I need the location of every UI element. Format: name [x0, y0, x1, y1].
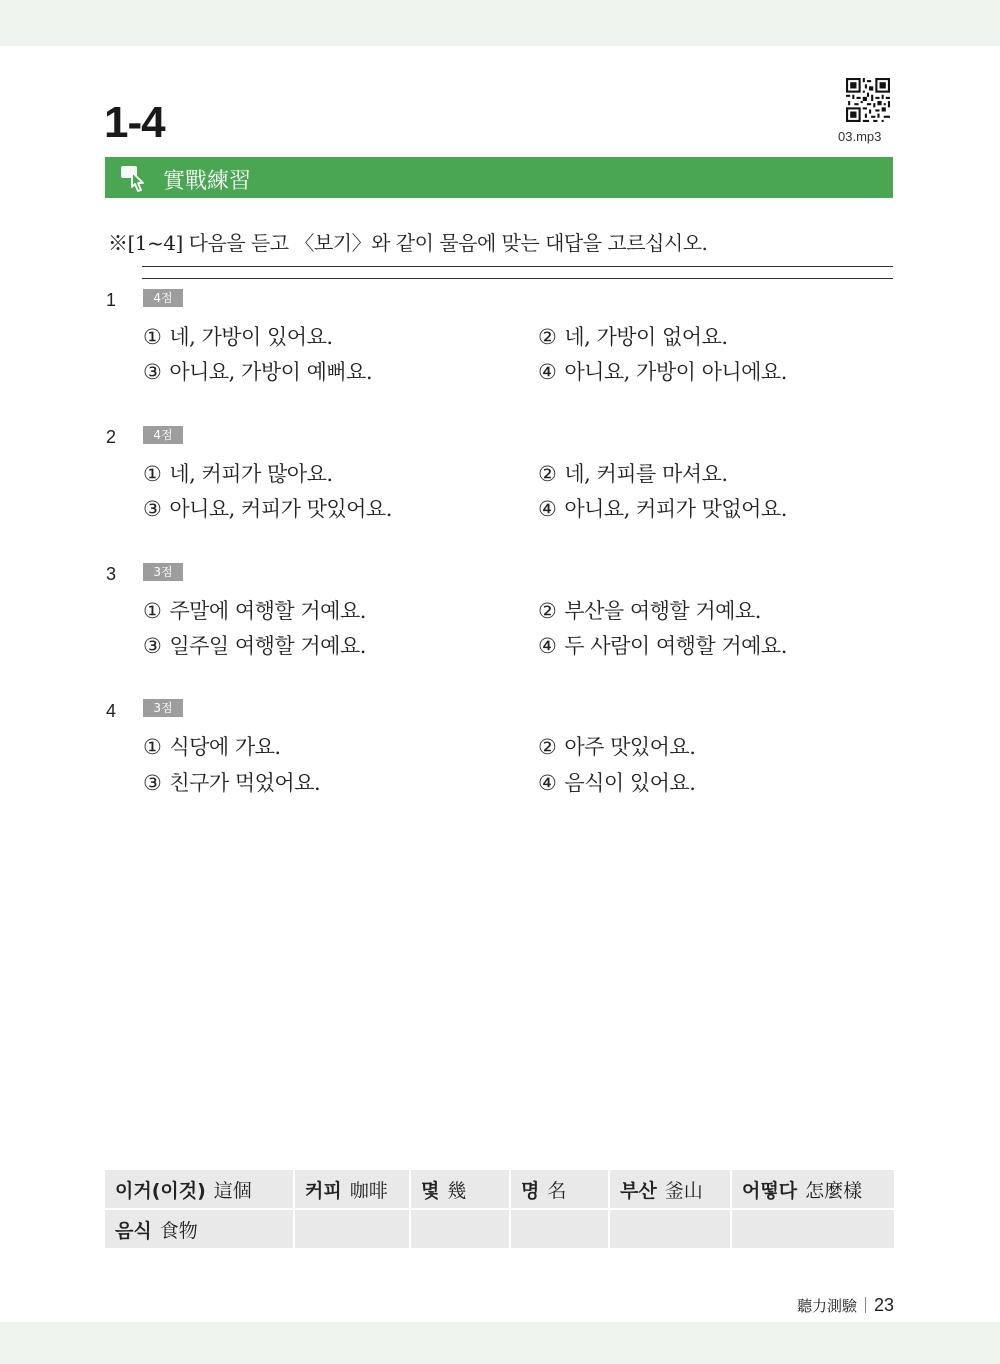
- option-text: 네, 커피가 많아요.: [169, 462, 333, 486]
- vocab-korean: 어떻다: [742, 1179, 798, 1202]
- option-text: 친구가 먹었어요.: [169, 771, 321, 795]
- option-text: 아니요, 가방이 아니에요.: [564, 360, 787, 384]
- vocab-cell: [510, 1170, 609, 1209]
- question-number: 4: [106, 701, 117, 721]
- option-text: 주말에 여행할 거예요.: [169, 599, 366, 623]
- option-1[interactable]: [143, 595, 366, 625]
- table-row: [105, 1170, 894, 1209]
- points-badge: 3점: [143, 563, 183, 581]
- vocab-chinese: 咖啡: [349, 1179, 388, 1202]
- option-text: 일주일 여행할 거예요.: [169, 634, 366, 658]
- option-text: 음식이 있어요.: [564, 771, 696, 795]
- option-text: 두 사람이 여행할 거예요.: [564, 634, 787, 658]
- vocab-korean: 음식: [115, 1219, 152, 1242]
- option-2[interactable]: [538, 595, 761, 625]
- option-4[interactable]: [538, 356, 787, 386]
- option-1[interactable]: [143, 458, 333, 488]
- vocab-chinese: 怎麼樣: [805, 1179, 863, 1202]
- option-marker: ②: [538, 325, 557, 349]
- vocab-chinese: 釜山: [664, 1179, 703, 1202]
- option-marker: ③: [143, 634, 162, 658]
- option-marker: ①: [143, 325, 162, 349]
- vocab-cell: [105, 1170, 294, 1209]
- vocab-cell: [410, 1170, 510, 1209]
- option-text: 네, 가방이 있어요.: [169, 325, 333, 349]
- option-3[interactable]: [143, 630, 366, 660]
- option-marker: ③: [143, 771, 162, 795]
- option-text: 아니요, 커피가 맛있어요.: [169, 497, 392, 521]
- option-marker: ②: [538, 735, 557, 759]
- vocab-chinese: 名: [547, 1179, 567, 1202]
- option-text: 아니요, 가방이 예뻐요.: [169, 360, 373, 384]
- option-text: 아주 맛있어요.: [564, 735, 696, 759]
- option-text: 네, 커피를 마셔요.: [564, 462, 728, 486]
- vocab-cell: [294, 1170, 410, 1209]
- option-marker: ④: [538, 771, 557, 795]
- option-text: 부산을 여행할 거예요.: [564, 599, 761, 623]
- points-badge: 4점: [143, 289, 183, 307]
- vocabulary-table: [105, 1170, 894, 1250]
- divider-line: [142, 266, 893, 267]
- audio-file-label: 03.mp3: [838, 129, 882, 144]
- option-3[interactable]: [143, 356, 372, 386]
- option-marker: ①: [143, 599, 162, 623]
- vocab-cell-empty: [609, 1209, 731, 1249]
- vocab-cell-empty: [510, 1209, 609, 1249]
- question-number: 1: [106, 290, 117, 310]
- page-footer: [797, 1295, 894, 1316]
- vocab-korean: 이거(이것): [115, 1179, 206, 1202]
- vocab-chinese: 幾: [447, 1179, 467, 1202]
- option-text: 네, 가방이 없어요.: [564, 325, 728, 349]
- option-marker: ④: [538, 497, 557, 521]
- option-4[interactable]: [538, 493, 787, 523]
- unit-title: 1-4: [104, 98, 165, 147]
- vocab-cell: [731, 1170, 894, 1209]
- vocab-cell: [105, 1209, 294, 1249]
- option-marker: ④: [538, 360, 557, 384]
- option-1[interactable]: [143, 731, 281, 761]
- bottom-band: [0, 1322, 1000, 1364]
- section-header-bar: [105, 157, 893, 198]
- option-4[interactable]: [538, 767, 695, 797]
- vocab-chinese: 這個: [213, 1179, 252, 1202]
- vocab-cell: [609, 1170, 731, 1209]
- option-marker: ①: [143, 735, 162, 759]
- vocab-korean: 커피: [305, 1179, 342, 1202]
- option-3[interactable]: [143, 767, 320, 797]
- top-band: [0, 0, 1000, 46]
- points-badge: 3점: [143, 699, 183, 717]
- vocab-chinese: 食物: [159, 1219, 198, 1242]
- question-number: 2: [106, 427, 117, 447]
- question-number: 3: [106, 564, 117, 584]
- option-4[interactable]: [538, 630, 787, 660]
- option-2[interactable]: [538, 458, 728, 488]
- pointing-hand-icon: [120, 163, 152, 193]
- vocab-korean: 부산: [620, 1179, 657, 1202]
- option-marker: ③: [143, 360, 162, 384]
- option-text: 아니요, 커피가 맛없어요.: [564, 497, 787, 521]
- vocab-korean: 명: [521, 1179, 540, 1202]
- option-marker: ③: [143, 497, 162, 521]
- option-1[interactable]: [143, 321, 333, 351]
- footer-divider: [865, 1297, 866, 1313]
- instruction-text: ※[1~4] 다음을 듣고 〈보기〉와 같이 물음에 맞는 대답을 고르십시오.: [108, 231, 708, 255]
- footer-section-label: 聽力測驗: [796, 1297, 857, 1315]
- option-marker: ①: [143, 462, 162, 486]
- divider-line: [142, 278, 893, 279]
- option-marker: ④: [538, 634, 557, 658]
- qr-code-icon[interactable]: [846, 78, 890, 122]
- option-3[interactable]: [143, 493, 392, 523]
- vocab-korean: 몇: [421, 1179, 440, 1202]
- vocab-cell-empty: [731, 1209, 894, 1249]
- vocab-cell-empty: [294, 1209, 410, 1249]
- page-number: 23: [873, 1295, 894, 1315]
- option-2[interactable]: [538, 321, 728, 351]
- section-label: 實戰練習: [163, 169, 252, 194]
- option-2[interactable]: [538, 731, 695, 761]
- option-marker: ②: [538, 462, 557, 486]
- vocab-cell-empty: [410, 1209, 510, 1249]
- option-marker: ②: [538, 599, 557, 623]
- points-badge: 4점: [143, 426, 183, 444]
- table-row: [105, 1209, 894, 1249]
- option-text: 식당에 가요.: [169, 735, 281, 759]
